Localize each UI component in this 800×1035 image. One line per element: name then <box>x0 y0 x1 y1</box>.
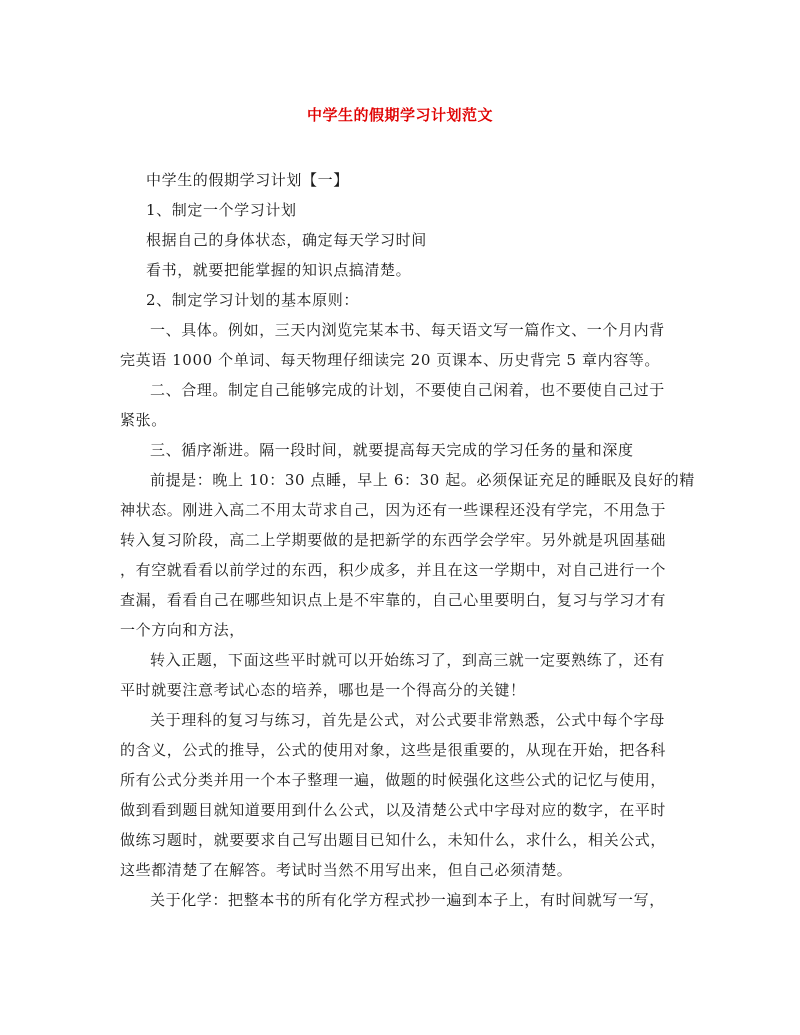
paragraph-line: 看书，就要把能掌握的知识点搞清楚。 <box>146 261 412 279</box>
paragraph-line: 2、制定学习计划的基本原则： <box>146 291 359 309</box>
paragraph-line: 完英语 1000 个单词、每天物理仔细读完 20 页课本、历史背完 5 章内容等。 <box>120 351 661 369</box>
paragraph-line: 前提是：晚上 10：30 点睡，早上 6：30 起。必须保证充足的睡眠及良好的精 <box>150 471 695 489</box>
paragraph-line: 一、具体。例如，三天内浏览完某本书、每天语文写一篇作文、一个月内背 <box>150 321 665 339</box>
paragraph-line: 二、合理。制定自己能够完成的计划，不要使自己闲着，也不要使自己过于 <box>150 381 665 399</box>
paragraph-line: 关于化学：把整本书的所有化学方程式抄一遍到本子上，有时间就写一写， <box>150 891 665 909</box>
paragraph-line: 根据自己的身体状态，确定每天学习时间 <box>146 231 427 249</box>
paragraph-line: 神状态。刚进入高二不用太苛求自己，因为还有一些课程还没有学完，不用急于 <box>120 501 667 519</box>
paragraph-line: 紧张。 <box>120 411 167 429</box>
paragraph-line: 这些都清楚了在解答。考试时当然不用写出来，但自己必须清楚。 <box>120 861 573 879</box>
document-title: 中学生的假期学习计划范文 <box>306 106 493 124</box>
paragraph-line: 做练习题时，就要要求自己写出题目已知什么，未知什么，求什么，相关公式， <box>120 831 667 849</box>
paragraph-line: 1、制定一个学习计划 <box>146 201 297 219</box>
paragraph-line: 做到看到题目就知道要用到什么公式，以及清楚公式中字母对应的数字，在平时 <box>120 801 667 819</box>
paragraph-line: 转入正题，下面这些平时就可以开始练习了，到高三就一定要熟练了，还有 <box>150 651 665 669</box>
paragraph-line: 所有公式分类并用一个本子整理一遍，做题的时候强化这些公式的记忆与使用， <box>120 771 667 789</box>
paragraph-line: 查漏，看看自己在哪些知识点上是不牢靠的，自己心里要明白，复习与学习才有 <box>120 591 667 609</box>
document-body <box>120 165 695 915</box>
section-heading: 中学生的假期学习计划【一】 <box>146 171 349 189</box>
paragraph-line: 平时就要注意考试心态的培养，哪也是一个得高分的关键！ <box>120 681 526 699</box>
paragraph-line: 的含义，公式的推导，公式的使用对象，这些是很重要的，从现在开始，把各科 <box>120 741 667 759</box>
paragraph-line: 一个方向和方法， <box>120 621 245 639</box>
paragraph-line: ，有空就看看以前学过的东西，积少成多，并且在这一学期中，对自己进行一个 <box>120 561 667 579</box>
paragraph-line: 关于理科的复习与练习，首先是公式，对公式要非常熟悉，公式中每个字母 <box>150 711 665 729</box>
paragraph-line: 转入复习阶段，高二上学期要做的是把新学的东西学会学牢。另外就是巩固基础 <box>120 531 667 549</box>
paragraph-line: 三、循序渐进。隔一段时间，就要提高每天完成的学习任务的量和深度 <box>150 441 634 459</box>
